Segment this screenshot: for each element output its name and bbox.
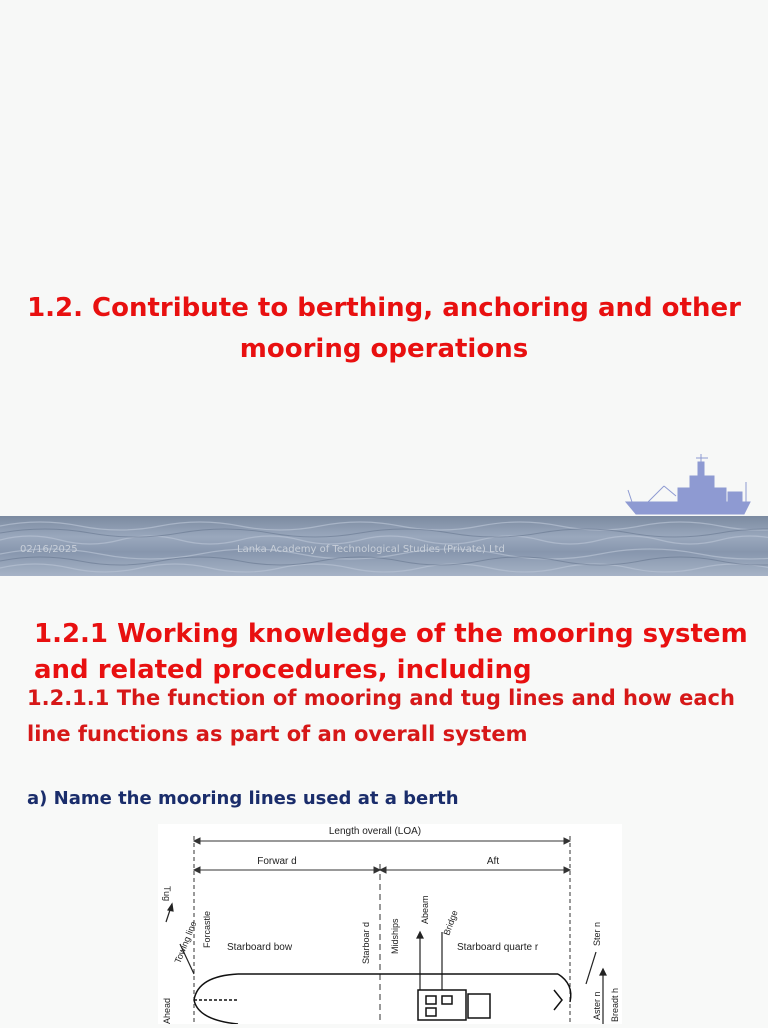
ship-illustration [618,452,758,522]
astern-label: Aster n [592,991,602,1020]
forward-label: Forwar d [257,856,297,867]
content-slide [0,576,768,1024]
section-heading: 1.2.1 Working knowledge of the mooring system and related procedures, including [34,619,748,685]
bridge-label: Bridge [441,908,460,937]
footer-date: 02/16/2025 [20,544,78,555]
footer-organization: Lanka Academy of Technological Studies (Private) Ltd [237,544,505,555]
midships-label: Midships [390,918,400,954]
tug-label: Tug [162,886,172,902]
starboard-bow-label: Starboard bow [227,942,293,953]
loa-label: Length overall (LOA) [328,826,422,837]
mooring-lines-diagram [158,824,622,1024]
slide-title: 1.2. Contribute to berthing, anchoring and other mooring operations [27,293,741,364]
starboard-quarter-label: Starboard quarte r [457,942,539,953]
subsection-heading: 1.2.1.1 The function of mooring and tug lines and how each line functions as part of an overall system [27,686,735,746]
starboard-label: Starboar d [361,921,371,964]
forcastle-label: Forcastle [202,910,212,948]
ahead-label: Ahead [162,997,172,1024]
towing-line-label: Towing line [172,919,199,965]
item-a-heading: a) Name the mooring lines used at a berth [27,788,459,809]
abeam-label: Abeam [420,895,430,924]
breadth-label: Breadt h [610,987,620,1022]
aft-label: Aft [486,856,500,867]
stern-label: Ster n [592,921,602,946]
